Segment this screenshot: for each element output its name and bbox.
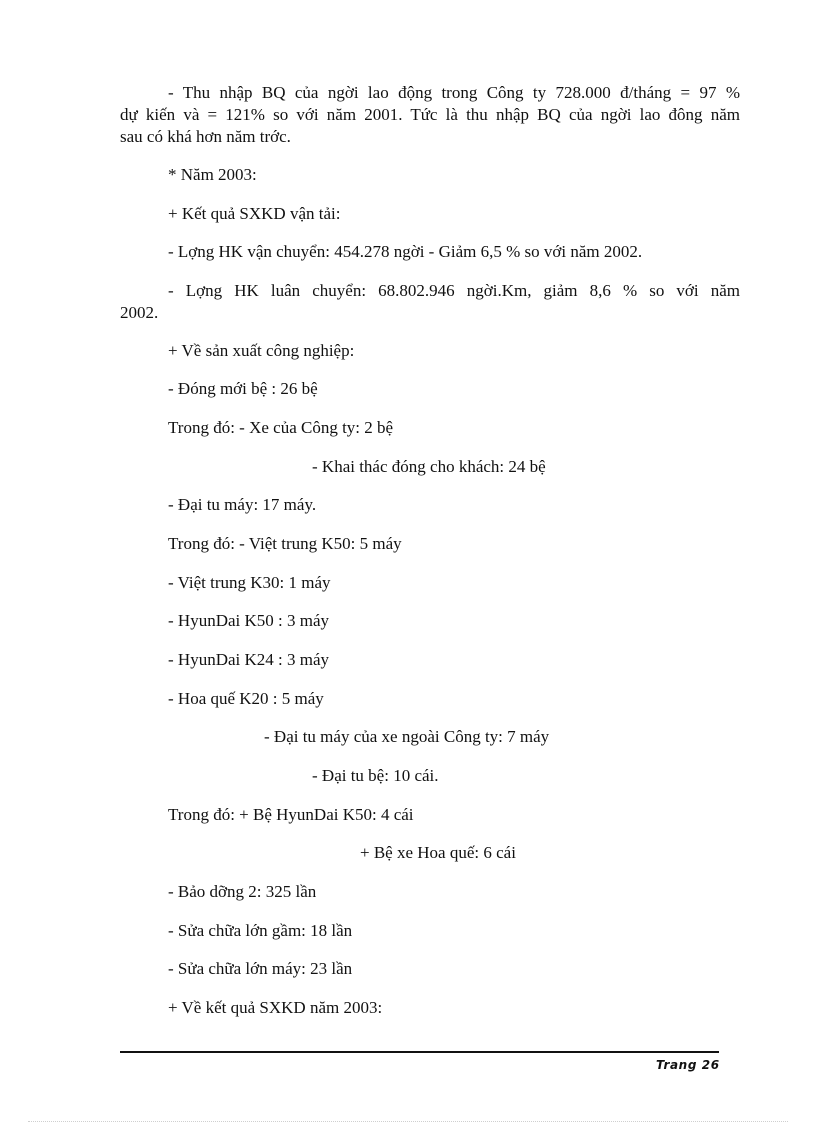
engine-detail-hyundai-k24: - HyunDai K24 : 3 máy — [168, 650, 330, 669]
engine-repair: - Sửa chữa lớn máy: 23 lần — [168, 959, 353, 978]
body-detail-hoa-que: + Bệ xe Hoa quế: 6 cái — [360, 843, 516, 862]
chassis-repair: - Sửa chữa lớn gầm: 18 lần — [168, 921, 353, 940]
industry-heading: + Về sản xuất công nghiệp: — [168, 341, 355, 360]
income-paragraph — [120, 82, 740, 148]
page-number: Trang 26 — [656, 1058, 720, 1072]
income-paragraph-line-3: sau có khá hơn năm trớc. — [120, 127, 291, 146]
passenger-km-line-2: 2002. — [120, 303, 159, 322]
page-bottom-border — [28, 1121, 788, 1122]
new-bodies-detail-customers: - Khai thác đóng cho khách: 24 bệ — [312, 457, 546, 476]
body-overhaul: - Đại tu bệ: 10 cái. — [312, 766, 439, 785]
transport-heading: + Kết quả SXKD vận tải: — [168, 204, 341, 223]
outside-engine-overhaul: - Đại tu máy của xe ngoài Công ty: 7 máy — [264, 727, 550, 746]
engine-detail-hoa-que-k20: - Hoa quế K20 : 5 máy — [168, 689, 324, 708]
new-bodies-detail-company: Trong đó: - Xe của Công ty: 2 bệ — [168, 418, 394, 437]
maintenance: - Bảo dỡng 2: 325 lần — [168, 882, 317, 901]
engine-detail-viet-trung-k50: Trong đó: - Việt trung K50: 5 máy — [168, 534, 402, 553]
new-bodies: - Đóng mới bệ : 26 bệ — [168, 379, 318, 398]
body-detail-hyundai-k50: Trong đó: + Bệ HyunDai K50: 4 cái — [168, 805, 414, 824]
engine-overhaul: - Đại tu máy: 17 máy. — [168, 495, 317, 514]
passenger-km-paragraph — [120, 280, 740, 324]
income-paragraph-line-2: dự kiến và = 121% so với năm 2001. Tức là thu nhập BQ của ngời lao đông năm — [120, 105, 740, 124]
engine-detail-viet-trung-k30: - Việt trung K30: 1 máy — [168, 573, 331, 592]
income-paragraph-line-1: - Thu nhập BQ của ngời lao động trong Công ty 728.000 đ/tháng = 97 % — [168, 83, 740, 102]
year-heading: * Năm 2003: — [168, 165, 257, 184]
engine-detail-hyundai-k50: - HyunDai K50 : 3 máy — [168, 611, 330, 630]
results-heading: + Về kết quả SXKD năm 2003: — [168, 998, 383, 1017]
passengers-carried: - Lợng HK vận chuyển: 454.278 ngời - Giảm 6,5 % so với năm 2002. — [168, 242, 643, 261]
passenger-km-line-1: - Lợng HK luân chuyển: 68.802.946 ngời.Km, giảm 8,6 % so với năm — [168, 281, 740, 300]
footer-rule — [120, 1051, 719, 1053]
